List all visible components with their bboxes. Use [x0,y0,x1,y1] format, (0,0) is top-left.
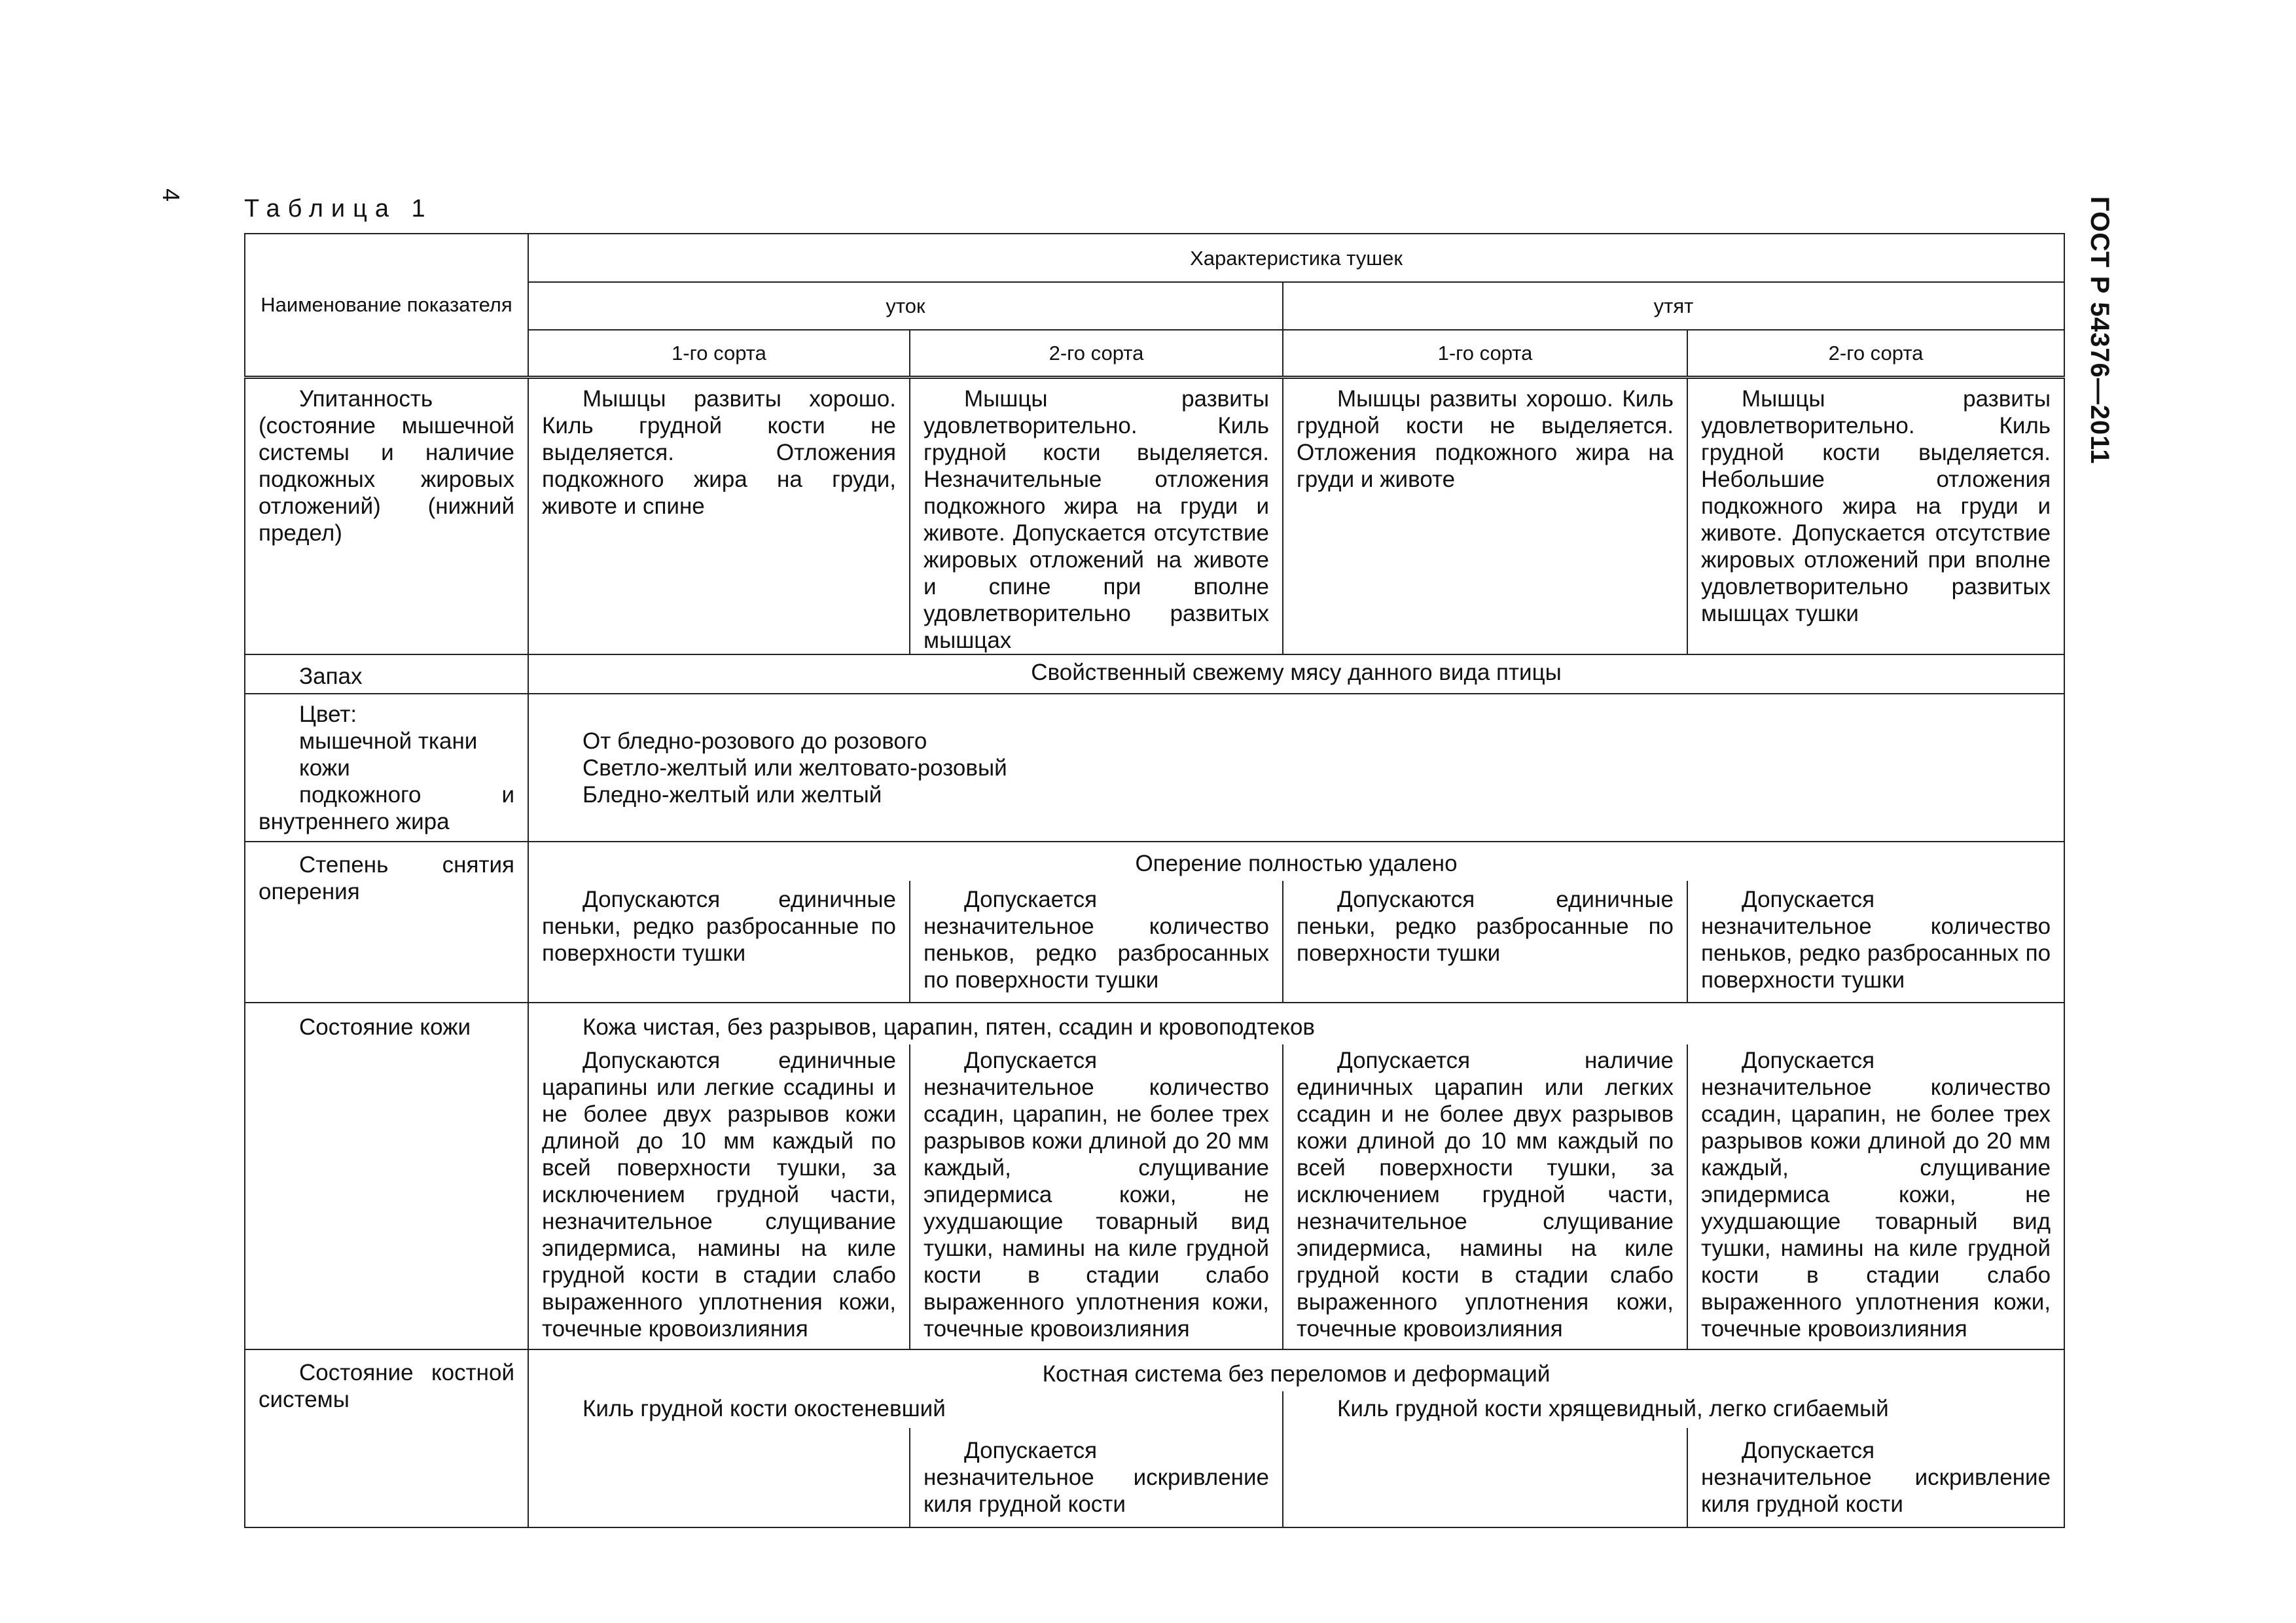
header-grade-1-ducklings: 1-го сорта [1283,330,1687,377]
cell-skin-ducklings-1: Допускается наличие единичных царапин или легких ссадин и не более двух разрывов кожи длиной до 10 мм каждый по всей поверхности тушки, за исключением грудной части, незначительное слущивание эпидермиса, намины на киле грудной кости в стадии слабо выраженного уплотнения кожи, точечные кровоизлияния [1283,1044,1687,1349]
table-row [245,694,2064,842]
color-title: Цвет: [299,701,357,727]
row-name-skin: Состояние кожи [245,1003,528,1349]
color-fat-value: Бледно-желтый или желтый [583,781,882,808]
cell-bone-ducks-1-empty [528,1428,910,1527]
cell-fatness-ducklings-2: Мышцы развиты удовлетворительно. Киль грудной кости выделяется. Небольшие отложения подкожного жира на груди и животе. Допускается отсутствие жировых отложений при вполне удовлетворительно развитых мышцах тушки [1687,377,2064,654]
row-name-smell: Запах [245,654,528,694]
cell-smell-all: Свойственный свежему мясу данного вида птицы [528,654,2064,694]
cell-bone-ducks: Киль грудной кости окостеневший [528,1391,1283,1428]
cell-fatness-ducks-2: Мышцы развиты удовлетворительно. Киль грудной кости выделяется. Незначительные отложения подкожного жира на груди и животе. Допускается отсутствие жировых отложений на животе и спине при вполне удовлетворительно развитых мышцах [910,377,1283,654]
header-characteristic: Характеристика тушек [528,234,2064,282]
color-muscle-label: мышечной ткани [299,728,478,754]
cell-feather-all: Оперение полностью удалено [528,842,2064,881]
cell-fatness-ducks-1: Мышцы развиты хорошо. Киль грудной кости не выделяется. Отложения подкожного жира на груди, животе и спине [528,377,910,654]
cell-bone-ducks-2: Допускается незначительное искривление киля грудной кости [910,1428,1283,1527]
cell-feather-ducks-2: Допускается незначительное количество пеньков, редко разбросанных по поверхности тушки [910,881,1283,1003]
color-skin-value: Светло-желтый или желтовато-розовый [583,755,1007,781]
row-name-feather: Степень снятия оперения [245,842,528,1003]
cell-bone-all: Костная система без переломов и деформаций [528,1349,2064,1391]
header-ducks: уток [528,282,1283,330]
cell-feather-ducklings-1: Допускаются единичные пеньки, редко разбросанные по поверхности тушки [1283,881,1687,1003]
cell-color-all [528,694,2064,842]
header-indicator-name: Наименование показателя [245,234,528,377]
cell-skin-all: Кожа чистая, без разрывов, царапин, пятен, ссадин и кровоподтеков [528,1003,2064,1044]
color-fat-label-1: подкожного и [299,781,514,808]
table-row [245,842,2064,881]
cell-bone-ducklings: Киль грудной кости хрящевидный, легко сгибаемый [1283,1391,2064,1428]
quality-table [244,233,2065,1528]
row-name-fatness: Упитанность (состояние мышечной системы и наличие подкожных жировых отложений) (нижний предел) [245,377,528,654]
color-fat-label-2: внутреннего жира [259,808,450,834]
cell-bone-ducklings-1-empty [1283,1428,1687,1527]
header-grade-2-ducklings: 2-го сорта [1687,330,2064,377]
cell-feather-ducks-1: Допускаются единичные пеньки, редко разбросанные по поверхности тушки [528,881,910,1003]
cell-bone-ducklings-2: Допускается незначительное искривление киля грудной кости [1687,1428,2064,1527]
cell-fatness-ducklings-1: Мышцы развиты хорошо. Киль грудной кости не выделяется. Отложения подкожного жира на груди и животе [1283,377,1687,654]
table-row [245,1003,2064,1044]
document-code: ГОСТ Р 54376—2011 [2085,196,2114,465]
table-row [245,1349,2064,1391]
header-grade-2-ducks: 2-го сорта [910,330,1283,377]
cell-skin-ducks-2: Допускается незначительное количество ссадин, царапин, не более трех разрывов кожи длиной до 20 мм каждый, слущивание эпидермиса кожи, не ухудшающие товарный вид тушки, намины на киле грудной кости в стадии слабо выраженного уплотнения кожи, точечные кровоизлияния [910,1044,1283,1349]
row-name-bone: Состояние костной системы [245,1349,528,1527]
color-skin-label: кожи [299,755,350,781]
color-muscle-value: От бледно-розового до розового [583,728,927,754]
table-row [245,377,2064,654]
cell-skin-ducks-1: Допускаются единичные царапины или легкие ссадины и не более двух разрывов кожи длиной до 10 мм каждый по всей поверхности тушки, за исключением грудной части, незначительное слущивание эпидермиса, намины на киле грудной кости в стадии слабо выраженного уплотнения кожи, точечные кровоизлияния [528,1044,910,1349]
cell-skin-ducklings-2: Допускается незначительное количество ссадин, царапин, не более трех разрывов кожи длиной до 20 мм каждый, слущивание эпидермиса кожи, не ухудшающие товарный вид тушки, намины на киле грудной кости в стадии слабо выраженного уплотнения кожи, точечные кровоизлияния [1687,1044,2064,1349]
cell-feather-ducklings-2: Допускается незначительное количество пеньков, редко разбросанных по поверхности тушки [1687,881,2064,1003]
header-grade-1-ducks: 1-го сорта [528,330,910,377]
row-name-color [245,694,528,842]
table-row [245,654,2064,694]
table-title: Таблица 1 [244,195,433,223]
page-number: 4 [158,188,185,202]
header-ducklings: утят [1283,282,2064,330]
